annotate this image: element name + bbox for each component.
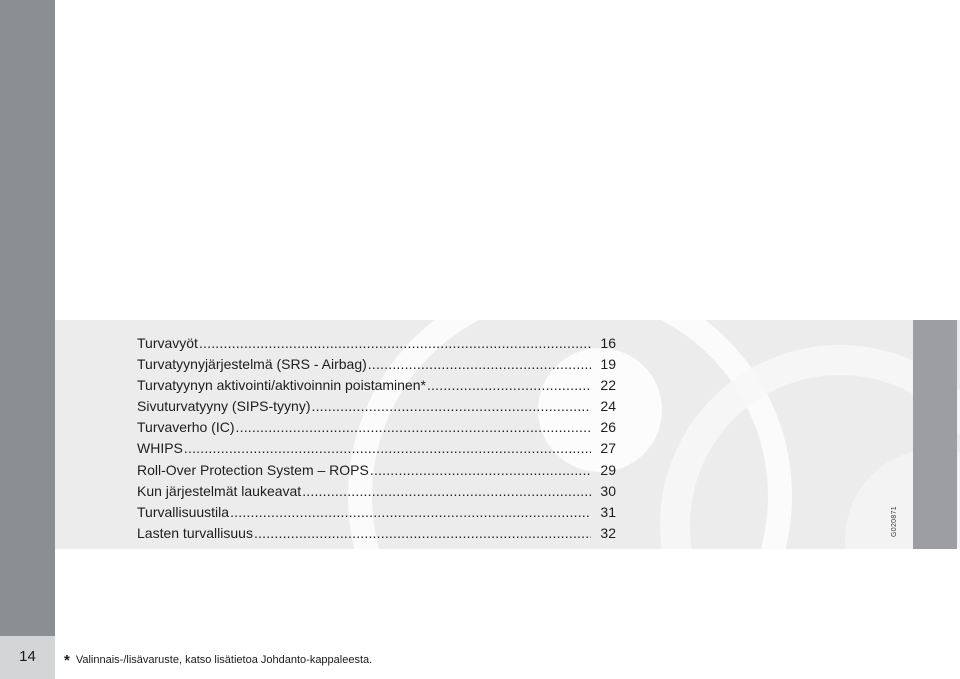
toc-entry-page: 26: [600, 419, 616, 436]
toc-leader-dots: [302, 481, 591, 502]
toc-leader-dots: [184, 438, 591, 459]
toc-entry[interactable]: [137, 502, 616, 523]
toc-entry[interactable]: [137, 375, 616, 396]
toc-entry-page: 30: [600, 482, 616, 499]
toc-entry-title: Turvavyöt: [137, 335, 198, 351]
page-number: 14: [19, 648, 36, 665]
toc-entry-title: Roll-Over Protection System – ROPS: [137, 461, 369, 478]
toc-entry[interactable]: [137, 396, 616, 417]
footnote: [64, 652, 372, 669]
toc-leader-dots: [254, 523, 591, 544]
toc-entry-title: Turvatyynyjärjestelmä (SRS - Airbag): [137, 356, 367, 373]
table-of-contents: [137, 333, 616, 544]
left-margin-bar: [0, 0, 55, 636]
toc-leader-dots: [230, 502, 591, 523]
toc-entry-title: Kun järjestelmät laukeavat: [137, 482, 302, 499]
toc-entry-page: 16: [600, 335, 616, 351]
toc-entry-page: 29: [600, 461, 616, 478]
chapter-tab: [913, 320, 957, 549]
toc-entry-title: Turvallisuustila: [137, 503, 230, 520]
toc-leader-dots: [236, 417, 591, 438]
toc-entry[interactable]: [137, 481, 616, 502]
toc-entry-page: 27: [600, 440, 616, 457]
toc-entry-title: Turvaverho (IC): [137, 419, 235, 436]
toc-entry-page: 22: [600, 377, 616, 394]
toc-entry-title: Turvatyynyn aktivointi/aktivoinnin poistaminen*: [137, 377, 426, 394]
footnote-marker: *: [64, 652, 70, 669]
toc-entry[interactable]: [137, 523, 616, 544]
toc-entry-page: 31: [600, 503, 616, 520]
toc-entry[interactable]: [137, 333, 616, 354]
toc-leader-dots: [199, 333, 591, 354]
toc-entry[interactable]: [137, 460, 616, 481]
toc-entry-page: 24: [600, 398, 616, 415]
image-code: G020871: [891, 506, 898, 537]
toc-entry[interactable]: [137, 417, 616, 438]
toc-entry-page: 32: [600, 524, 616, 541]
toc-entry[interactable]: [137, 354, 616, 375]
toc-entry-title: WHIPS: [137, 440, 183, 457]
toc-leader-dots: [312, 396, 592, 417]
toc-leader-dots: [427, 375, 591, 396]
footnote-text: Valinnais-/lisävaruste, katso lisätietoa Johdanto-kappaleesta.: [75, 654, 373, 666]
toc-entry-title: Lasten turvallisuus: [137, 524, 253, 541]
toc-entry-page: 19: [600, 356, 616, 373]
toc-leader-dots: [368, 354, 591, 375]
toc-leader-dots: [370, 460, 591, 481]
toc-entry-title: Sivuturvatyyny (SIPS-tyyny): [137, 398, 311, 415]
toc-entry[interactable]: [137, 438, 616, 459]
